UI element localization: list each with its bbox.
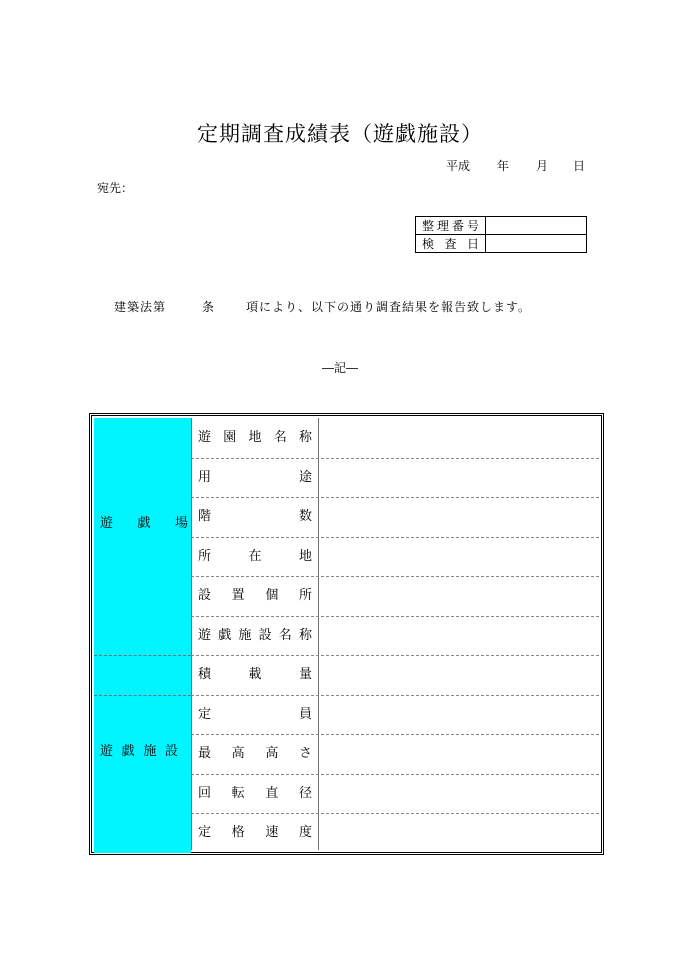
value-field-capacity[interactable] [318,695,599,734]
category-cell-yugishisetsu [94,695,191,853]
row-label-rotation-diameter: 回転直径 [198,786,312,801]
category-divider [94,655,191,656]
category-cell-blank [94,655,191,695]
date-month-label: 月 [536,159,549,173]
page-title: 定期調査成績表（遊戯施設） [197,122,483,146]
row-label-amusement-park-name: 遊園地名称 [198,430,312,445]
registration-box [415,216,587,253]
category-label-yugishisetsu: 遊戯施設 [100,744,178,759]
recipient-label: 宛先： [97,181,134,195]
value-field-facility-name[interactable] [318,616,599,655]
category-cell-yugijo [94,418,191,655]
row-label-use: 用途 [198,470,312,485]
value-field-rotation-diameter[interactable] [318,774,599,813]
value-field-load-capacity[interactable] [318,655,599,695]
registration-number-field[interactable] [486,217,587,235]
inspection-date-field[interactable] [486,235,587,253]
row-label-capacity: 定員 [198,707,312,722]
row-label-location: 所在地 [198,549,312,564]
row-label-installation-site: 設置個所 [198,588,312,603]
value-field-amusement-park-name[interactable] [318,418,599,458]
row-label-load-capacity: 積載量 [198,667,312,682]
category-divider [94,695,191,696]
registration-number-label: 整理番号 [416,217,486,235]
date-day-label: 日 [573,159,586,173]
row-label-facility-name: 遊戯施設名称 [198,628,312,643]
ki-heading: ―記― [321,361,358,375]
value-field-location[interactable] [318,537,599,576]
row-label-max-height: 最高高さ [198,746,312,761]
value-field-installation-site[interactable] [318,576,599,616]
value-field-rated-speed[interactable] [318,813,599,853]
value-field-max-height[interactable] [318,734,599,774]
row-label-floors: 階数 [198,509,312,524]
inspection-date-label: 検査日 [416,235,486,253]
row-label-rated-speed: 定格速度 [198,825,312,840]
statement-part2: 条 [202,300,216,314]
date-year-label: 年 [497,159,510,173]
value-field-use[interactable] [318,458,599,497]
date-era: 平成 [446,159,471,173]
survey-table [89,413,604,855]
category-label-yugijo: 遊戯場 [100,516,188,531]
statement-part3: 項により、以下の通り調査結果を報告致します。 [246,300,532,314]
value-field-floors[interactable] [318,497,599,537]
statement-part1: 建築法第 [114,300,167,314]
column-divider [191,418,192,850]
